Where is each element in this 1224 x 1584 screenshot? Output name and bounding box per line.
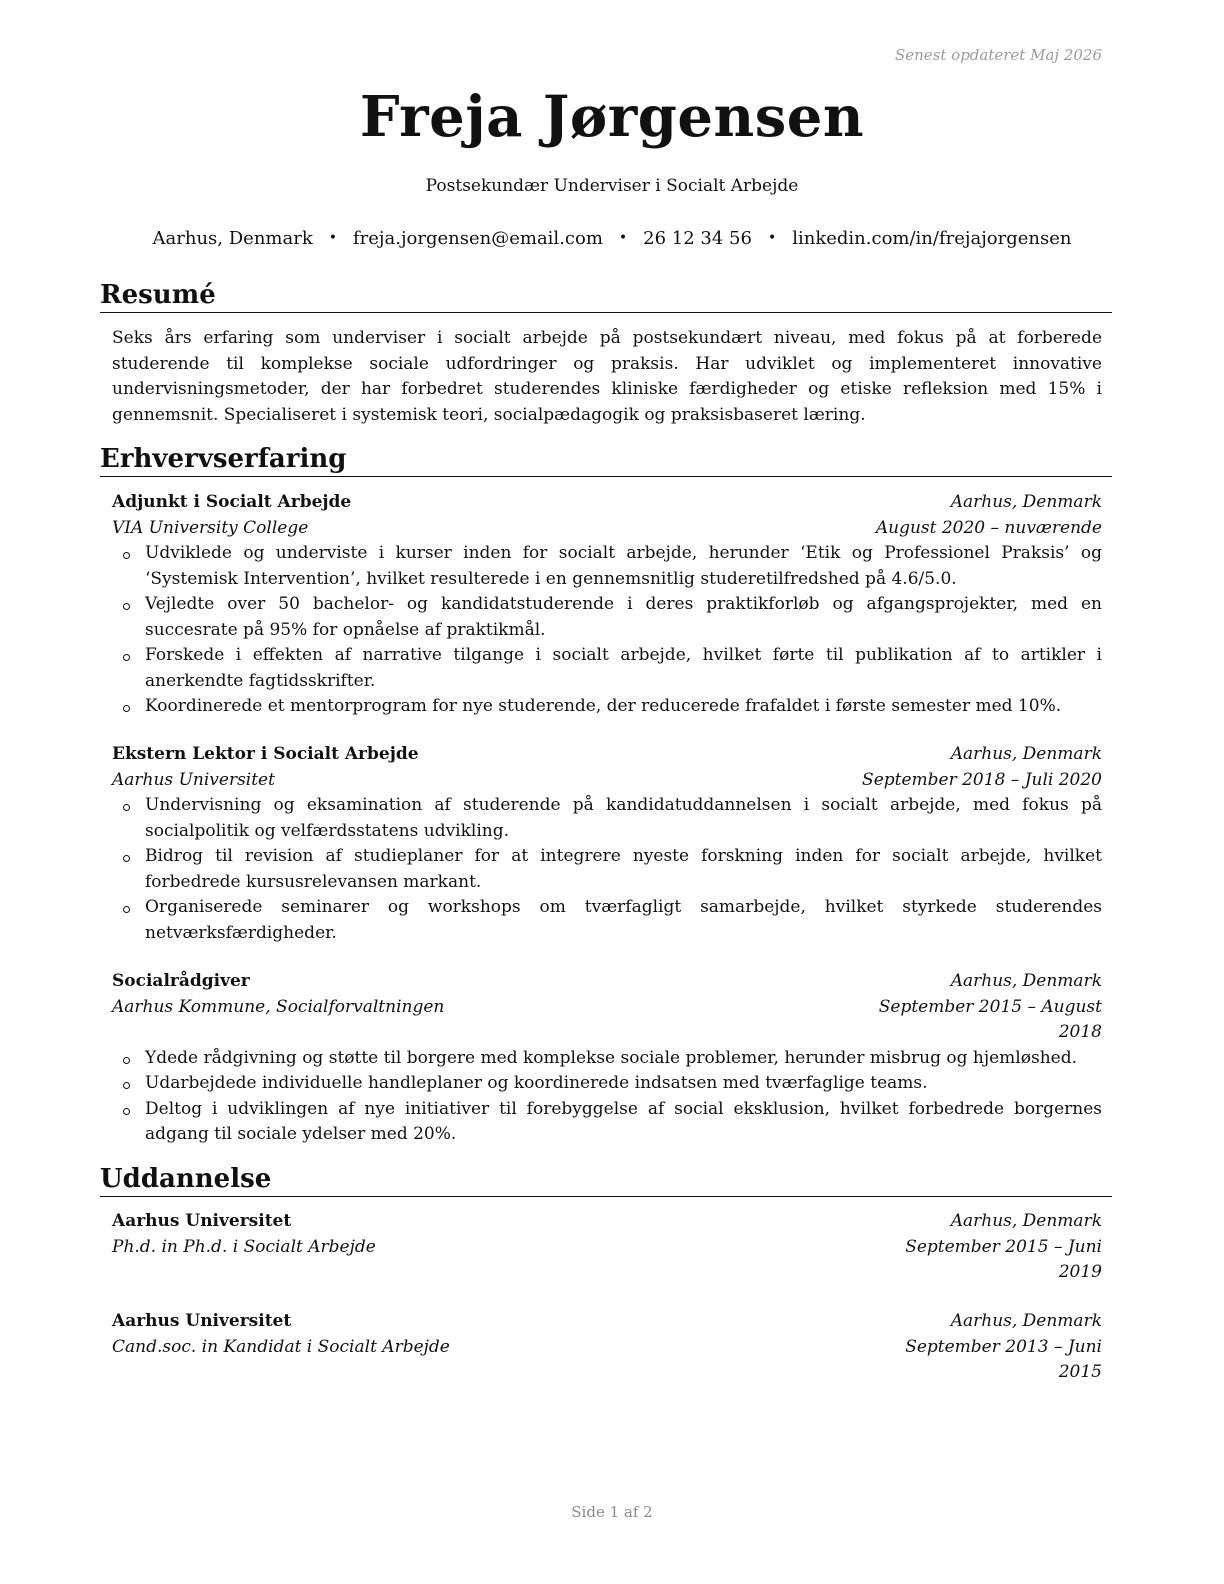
education-entry — [112, 1209, 1102, 1286]
bullet-item: Bidrog til revision af studieplaner for at integrere nyeste forskning inden for socialt arbejde, hvilket forbedrede kursusrelevansen markant. — [112, 844, 1102, 895]
job-entry — [112, 969, 1102, 1148]
education-dates: September 2013 – Juni 2015 — [905, 1336, 1102, 1382]
candidate-title: Postsekundær Underviser i Socialt Arbejde — [425, 176, 799, 196]
bullet-item: Undervisning og eksamination af studerende på kandidatuddannelsen i socialt arbejde, med fokus på socialpolitik og velfærdsstatens udvikling. — [112, 793, 1102, 844]
education-school: Aarhus Universitet — [112, 1311, 292, 1331]
contact-location: Aarhus, Denmark — [152, 228, 313, 249]
job-dates: August 2020 – nuværende — [875, 517, 1102, 538]
contact-separator: • — [618, 230, 628, 246]
contact-email[interactable]: freja.jorgensen@email.com — [353, 228, 603, 249]
section-title-education: Uddannelse — [100, 1164, 1112, 1197]
job-entry — [112, 742, 1102, 946]
job-dates: September 2015 – August 2018 — [878, 996, 1102, 1042]
last-updated: Senest opdateret Maj 2026 — [894, 46, 1102, 64]
education-entry — [112, 1309, 1102, 1386]
job-role: Socialrådgiver — [112, 971, 250, 991]
contact-linkedin[interactable]: linkedin.com/in/frejajorgensen — [792, 228, 1072, 249]
job-role: Adjunkt i Socialt Arbejde — [112, 492, 352, 512]
contact-phone: 26 12 34 56 — [643, 228, 752, 249]
contact-separator: • — [767, 230, 777, 246]
education-location: Aarhus, Denmark — [950, 1211, 1102, 1231]
bullet-item: Koordinerede et mentorprogram for nye studerende, der reducerede frafaldet i første semester med 10%. — [112, 694, 1102, 720]
job-location: Aarhus, Denmark — [950, 744, 1102, 764]
job-bullets — [112, 1046, 1102, 1148]
section-title-summary: Resumé — [100, 280, 1112, 313]
education-degree: Cand.soc. in Kandidat i Socialt Arbejde — [112, 1336, 450, 1357]
bullet-item: Udviklede og underviste i kurser inden for socialt arbejde, herunder ‘Etik og Professionel Praksis’ og ‘Systemisk Intervention’, hvilket resulterede i en gennemsnitlig studeretilfredshed på 4.6/5.0. — [112, 541, 1102, 592]
job-organization: Aarhus Universitet — [112, 769, 275, 790]
education-degree: Ph.d. in Ph.d. i Socialt Arbejde — [112, 1236, 376, 1257]
bullet-item: Organiserede seminarer og workshops om tværfagligt samarbejde, hvilket styrkede studerendes netværksfærdigheder. — [112, 895, 1102, 946]
job-dates: September 2018 – Juli 2020 — [862, 769, 1102, 790]
page-number: Side 1 af 2 — [571, 1503, 653, 1521]
job-location: Aarhus, Denmark — [950, 492, 1102, 512]
job-organization: VIA University College — [112, 517, 309, 538]
bullet-item: Ydede rådgivning og støtte til borgere med komplekse sociale problemer, herunder misbrug og hjemløshed. — [112, 1046, 1102, 1072]
education-location: Aarhus, Denmark — [950, 1311, 1102, 1331]
bullet-item: Udarbejdede individuelle handleplaner og koordinerede indsatsen med tværfaglige teams. — [112, 1071, 1102, 1097]
contact-line — [0, 228, 1224, 249]
candidate-name: Freja Jørgensen — [359, 84, 865, 150]
section-title-experience: Erhvervserfaring — [100, 444, 1112, 477]
job-organization: Aarhus Kommune, Socialforvaltningen — [112, 996, 445, 1017]
bullet-item: Vejledte over 50 bachelor- og kandidatstuderende i deres praktikforløb og afgangsprojekter, med en succesrate på 95% for opnåelse af praktikmål. — [112, 592, 1102, 643]
job-bullets — [112, 793, 1102, 946]
job-location: Aarhus, Denmark — [950, 971, 1102, 991]
job-bullets — [112, 541, 1102, 720]
job-role: Ekstern Lektor i Socialt Arbejde — [112, 744, 419, 764]
job-entry — [112, 490, 1102, 720]
summary-text: Seks års erfaring som underviser i socialt arbejde på postsekundært niveau, med fokus på at forberede studerende til komplekse sociale udfordringer og praksis. Har udviklet og implementeret innovative undervisningsmetoder, der har forbedret studerendes kliniske færdigheder og etiske refleksion med 15% i gennemsnit. Specialiseret i systemisk teori, socialpædagogik og praksisbaseret læring. — [112, 328, 1102, 425]
education-school: Aarhus Universitet — [112, 1211, 292, 1231]
bullet-item: Deltog i udviklingen af nye initiativer til forebyggelse af social eksklusion, hvilket forbedrede borgernes adgang til sociale ydelser med 20%. — [112, 1097, 1102, 1148]
education-dates: September 2015 – Juni 2019 — [905, 1236, 1102, 1282]
bullet-item: Forskede i effekten af narrative tilgange i socialt arbejde, hvilket førte til publikation af to artikler i anerkendte fagtidsskrifter. — [112, 643, 1102, 694]
contact-separator: • — [328, 230, 337, 246]
